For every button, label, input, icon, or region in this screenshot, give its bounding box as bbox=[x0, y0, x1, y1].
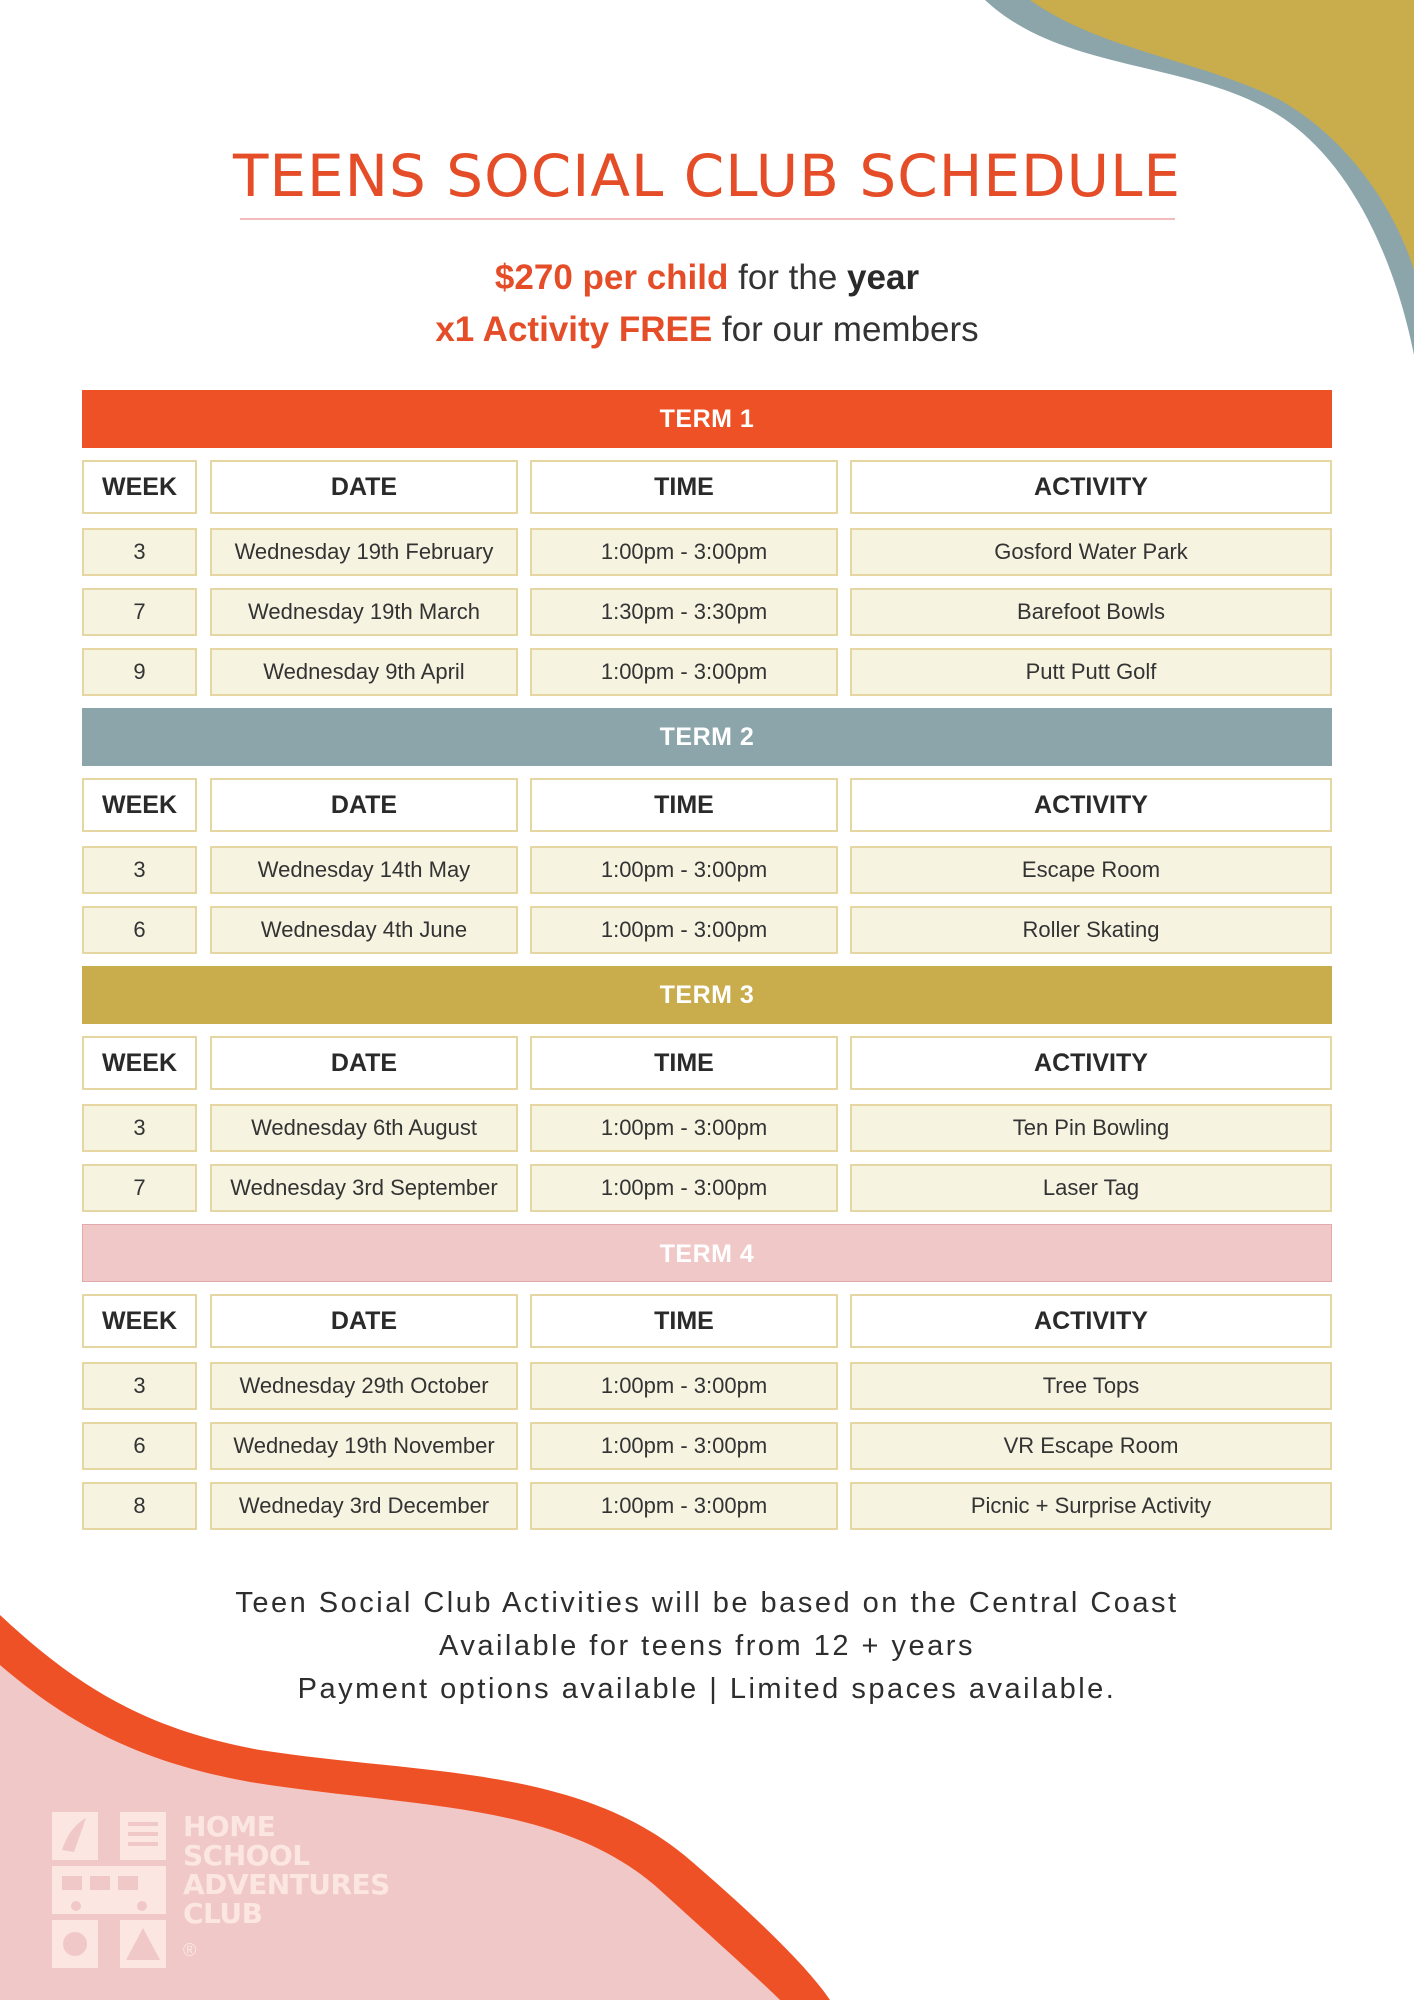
footer-age-note: Available for teens from 12 + years bbox=[439, 1630, 975, 1662]
time-cell: 1:00pm - 3:00pm bbox=[530, 1104, 838, 1152]
table-row bbox=[82, 1164, 1332, 1212]
activity-cell: VR Escape Room bbox=[850, 1422, 1332, 1470]
free-offer-rest: for our members bbox=[712, 310, 979, 349]
date-cell: Wednesday 6th August bbox=[210, 1104, 518, 1152]
time-cell: 1:00pm - 3:00pm bbox=[530, 1362, 838, 1410]
activity-cell: Tree Tops bbox=[850, 1362, 1332, 1410]
week-cell: 3 bbox=[82, 846, 197, 894]
table-row bbox=[82, 1482, 1332, 1530]
table-row bbox=[82, 846, 1332, 894]
week-cell: 3 bbox=[82, 528, 197, 576]
activity-cell: Picnic + Surprise Activity bbox=[850, 1482, 1332, 1530]
time-cell: 1:00pm - 3:00pm bbox=[530, 1422, 838, 1470]
date-cell: Wednesday 3rd September bbox=[210, 1164, 518, 1212]
time-column-header: TIME bbox=[530, 1036, 838, 1090]
club-logo-wordmark bbox=[183, 1812, 390, 1928]
date-cell: Wednesday 14th May bbox=[210, 846, 518, 894]
time-column-header: TIME bbox=[530, 1294, 838, 1348]
term-header: TERM 2 bbox=[82, 708, 1332, 766]
table-row bbox=[82, 1362, 1332, 1410]
week-cell: 6 bbox=[82, 906, 197, 954]
column-header-row bbox=[82, 1036, 1332, 1090]
table-row bbox=[82, 588, 1332, 636]
footer-payment-note: Payment options available | Limited spaces available. bbox=[297, 1673, 1117, 1705]
activity-cell: Ten Pin Bowling bbox=[850, 1104, 1332, 1152]
time-cell: 1:00pm - 3:00pm bbox=[530, 906, 838, 954]
time-cell: 1:30pm - 3:30pm bbox=[530, 588, 838, 636]
table-row bbox=[82, 906, 1332, 954]
date-column-header: DATE bbox=[210, 778, 518, 832]
time-cell: 1:00pm - 3:00pm bbox=[530, 528, 838, 576]
time-cell: 1:00pm - 3:00pm bbox=[530, 1164, 838, 1212]
date-cell: Wednesday 29th October bbox=[210, 1362, 518, 1410]
time-cell: 1:00pm - 3:00pm bbox=[530, 846, 838, 894]
price-text: $270 per child bbox=[494, 258, 729, 297]
term-header: TERM 1 bbox=[82, 390, 1332, 448]
price-period: year bbox=[847, 258, 920, 297]
term-1-section bbox=[82, 390, 1332, 696]
activity-cell: Barefoot Bowls bbox=[850, 588, 1332, 636]
activity-cell: Putt Putt Golf bbox=[850, 648, 1332, 696]
date-cell: Wednesday 4th June bbox=[210, 906, 518, 954]
activity-cell: Gosford Water Park bbox=[850, 528, 1332, 576]
column-header-row bbox=[82, 460, 1332, 514]
week-cell: 6 bbox=[82, 1422, 197, 1470]
week-cell: 7 bbox=[82, 588, 197, 636]
week-cell: 3 bbox=[82, 1104, 197, 1152]
table-row bbox=[82, 648, 1332, 696]
term-header: TERM 4 bbox=[82, 1224, 1332, 1282]
date-cell: Wedneday 19th November bbox=[210, 1422, 518, 1470]
activity-cell: Laser Tag bbox=[850, 1164, 1332, 1212]
term-2-section bbox=[82, 708, 1332, 954]
page-title: TEENS SOCIAL CLUB SCHEDULE bbox=[232, 142, 1182, 210]
footer-notes bbox=[0, 1582, 1414, 1711]
date-column-header: DATE bbox=[210, 1036, 518, 1090]
price-connector: for the bbox=[728, 258, 848, 297]
week-column-header: WEEK bbox=[82, 778, 197, 832]
logo-line-home: HOME bbox=[183, 1810, 276, 1843]
activity-column-header: ACTIVITY bbox=[850, 1036, 1332, 1090]
week-column-header: WEEK bbox=[82, 1294, 197, 1348]
column-header-row bbox=[82, 1294, 1332, 1348]
date-cell: Wednesday 19th February bbox=[210, 528, 518, 576]
activity-cell: Escape Room bbox=[850, 846, 1332, 894]
date-cell: Wednesday 19th March bbox=[210, 588, 518, 636]
time-column-header: TIME bbox=[530, 778, 838, 832]
term-3-section bbox=[82, 966, 1332, 1212]
week-cell: 8 bbox=[82, 1482, 197, 1530]
activity-cell: Roller Skating bbox=[850, 906, 1332, 954]
logo-line-club: CLUB bbox=[183, 1897, 263, 1930]
week-cell: 3 bbox=[82, 1362, 197, 1410]
date-cell: Wedneday 3rd December bbox=[210, 1482, 518, 1530]
free-offer-text: x1 Activity FREE bbox=[435, 310, 713, 349]
term-header: TERM 3 bbox=[82, 966, 1332, 1024]
table-row bbox=[82, 528, 1332, 576]
time-cell: 1:00pm - 3:00pm bbox=[530, 648, 838, 696]
footer-location-note: Teen Social Club Activities will be based on the Central Coast bbox=[235, 1587, 1179, 1619]
logo-line-adventures: ADVENTURES bbox=[183, 1868, 390, 1901]
pricing-line-2 bbox=[0, 310, 1414, 350]
week-column-header: WEEK bbox=[82, 1036, 197, 1090]
logo-line-school: SCHOOL bbox=[183, 1839, 310, 1872]
schedule-table bbox=[82, 390, 1332, 1542]
activity-column-header: ACTIVITY bbox=[850, 778, 1332, 832]
pricing-line-1 bbox=[0, 258, 1414, 298]
date-column-header: DATE bbox=[210, 460, 518, 514]
title-underline bbox=[240, 218, 1175, 220]
week-cell: 9 bbox=[82, 648, 197, 696]
week-cell: 7 bbox=[82, 1164, 197, 1212]
date-cell: Wednesday 9th April bbox=[210, 648, 518, 696]
week-column-header: WEEK bbox=[82, 460, 197, 514]
table-row bbox=[82, 1104, 1332, 1152]
column-header-row bbox=[82, 778, 1332, 832]
table-row bbox=[82, 1422, 1332, 1470]
activity-column-header: ACTIVITY bbox=[850, 1294, 1332, 1348]
activity-column-header: ACTIVITY bbox=[850, 460, 1332, 514]
time-column-header: TIME bbox=[530, 460, 838, 514]
registered-mark: ® bbox=[183, 1940, 197, 1960]
time-cell: 1:00pm - 3:00pm bbox=[530, 1482, 838, 1530]
term-4-section bbox=[82, 1224, 1332, 1530]
date-column-header: DATE bbox=[210, 1294, 518, 1348]
